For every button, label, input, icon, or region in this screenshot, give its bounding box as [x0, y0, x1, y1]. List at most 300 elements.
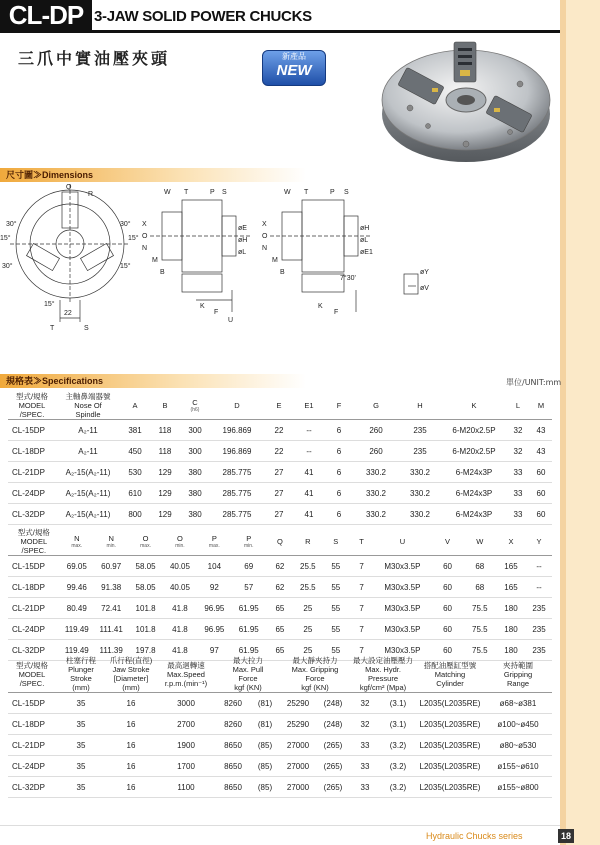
column-header — [163, 528, 197, 556]
column-header: B — [150, 392, 180, 420]
drawing-label: B — [160, 269, 165, 276]
table-cell: ø155~ø800 — [484, 777, 552, 798]
column-header: F — [324, 392, 354, 420]
table-cell: 180 — [496, 619, 526, 640]
table-cell: 610 — [120, 483, 150, 504]
column-header — [180, 392, 210, 420]
table-cell: (3.2) — [380, 735, 416, 756]
header-text: 型式/規格 — [17, 528, 50, 537]
footer-rule — [0, 825, 560, 826]
table-row — [8, 693, 552, 714]
table-cell: 60 — [431, 577, 463, 598]
drawing-label: øE — [238, 225, 247, 232]
table-cell: 530 — [120, 462, 150, 483]
column-header: T — [350, 528, 374, 556]
nose-header-cell — [56, 392, 120, 420]
table-cell: 118 — [150, 420, 180, 441]
column-header: H — [398, 392, 442, 420]
table-cell: M30x3.5P — [373, 598, 431, 619]
drawing-label: K — [200, 303, 205, 310]
drawing-label: O — [142, 233, 148, 240]
table-cell: 27000 — [280, 735, 316, 756]
table-row — [8, 504, 552, 525]
table-cell: 300 — [180, 441, 210, 462]
table-cell: 33 — [506, 462, 530, 483]
model-cell: CL-15DP — [8, 420, 56, 441]
drawing-label: øH — [238, 237, 248, 244]
spec-table-1 — [8, 392, 552, 525]
header-text: 最高迴轉速 — [167, 660, 205, 670]
side-decor-bar — [560, 0, 600, 845]
table-cell: 27 — [264, 462, 294, 483]
column-header — [94, 528, 128, 556]
model-cell: CL-18DP — [8, 714, 56, 735]
table-cell: L2035(L2035RE) — [416, 777, 484, 798]
table-cell: 27 — [264, 504, 294, 525]
table-cell: 55 — [322, 619, 350, 640]
table-cell: 119.49 — [60, 619, 94, 640]
chinese-title: 三爪中實油壓夾頭 — [18, 49, 171, 68]
table-cell: 32 — [506, 420, 530, 441]
table-cell: 22 — [264, 420, 294, 441]
table-cell: (248) — [316, 693, 350, 714]
drawing-label: X — [142, 221, 147, 228]
drawing-label: P — [330, 189, 335, 196]
table-cell: ø100~ø450 — [484, 714, 552, 735]
table-cell: 104 — [197, 556, 231, 577]
column-header: M — [530, 392, 552, 420]
table-cell: 35 — [56, 756, 106, 777]
drawing-label: F — [334, 309, 339, 316]
header-subtext: max. — [71, 543, 83, 549]
model-cell: CL-24DP — [8, 619, 60, 640]
drawing-label: 15° — [44, 301, 55, 308]
drawing-label: W — [284, 189, 291, 196]
table-cell: 55 — [322, 556, 350, 577]
table-cell: 41.8 — [163, 640, 197, 661]
drawing-label: R — [88, 191, 94, 198]
table-cell: 61.95 — [232, 619, 266, 640]
header-text: (mm) — [72, 683, 90, 692]
table-cell: M30x3.5P — [373, 577, 431, 598]
header-text: Spindle — [75, 410, 101, 419]
side-decor-stripe — [560, 0, 566, 845]
table-cell: (85) — [250, 735, 280, 756]
header-text: 夾持範圍 — [503, 660, 533, 670]
table-cell: (265) — [316, 777, 350, 798]
table-cell: 96.95 — [197, 619, 231, 640]
header-subtext: max. — [140, 543, 151, 549]
drawing-label: T — [50, 325, 55, 332]
drawing-label: N — [262, 245, 268, 252]
header-text: P — [211, 534, 217, 543]
table-cell: L2035(L2035RE) — [416, 756, 484, 777]
column-header: E — [264, 392, 294, 420]
table-cell: 129 — [150, 483, 180, 504]
header-text: N — [108, 534, 114, 543]
table-cell: 196.869 — [210, 420, 264, 441]
drawing-label: øL — [238, 249, 247, 256]
table-cell: 6 — [324, 504, 354, 525]
column-header: W — [464, 528, 496, 556]
table-cell: 60 — [431, 619, 463, 640]
drawing-label: M — [272, 257, 278, 264]
table-cell: 61.95 — [232, 598, 266, 619]
table-cell: A₂-15(A₂-11) — [56, 462, 120, 483]
table-cell: 33 — [506, 504, 530, 525]
column-header — [216, 656, 280, 693]
header-text: Nose Of — [74, 401, 102, 410]
model-cell: CL-32DP — [8, 640, 60, 661]
table-row — [8, 556, 552, 577]
header-text: [Diameter] — [113, 674, 149, 683]
table-cell: M30x3.5P — [373, 640, 431, 661]
table-cell: 57 — [232, 577, 266, 598]
header-text: r.p.m.(min⁻¹) — [164, 678, 208, 688]
table-cell: 60 — [530, 483, 552, 504]
table-cell: A₂-15(A₂-11) — [56, 483, 120, 504]
header-text: C — [192, 398, 198, 407]
model-cell: CL-24DP — [8, 756, 56, 777]
table-cell: 196.869 — [210, 441, 264, 462]
header-text: Gripping — [503, 669, 533, 679]
table-cell: (265) — [316, 735, 350, 756]
table-cell: 8650 — [216, 756, 250, 777]
column-header: D — [210, 392, 264, 420]
table-cell: L2035(L2035RE) — [416, 735, 484, 756]
table-cell: 235 — [526, 640, 552, 661]
drawing-label: W — [164, 189, 171, 196]
table-cell: 35 — [56, 777, 106, 798]
table-cell: 7 — [350, 619, 374, 640]
table-cell: 22 — [264, 441, 294, 462]
table-row — [8, 598, 552, 619]
drawing-label: øE1 — [360, 249, 373, 256]
table-row — [8, 777, 552, 798]
table-cell: 381 — [120, 420, 150, 441]
table-cell: 129 — [150, 462, 180, 483]
header-text: Range — [506, 678, 530, 688]
table-row — [8, 462, 552, 483]
page-number: 18 — [558, 829, 574, 843]
drawing-label: øV — [420, 285, 429, 292]
table-cell: A₂-15(A₂-11) — [56, 504, 120, 525]
header-subtext: min. — [175, 543, 185, 549]
table-cell: 165 — [496, 577, 526, 598]
header-text: MODEL — [18, 401, 46, 410]
table-cell: 41.8 — [163, 619, 197, 640]
table-cell: 285.775 — [210, 504, 264, 525]
table-cell: 1700 — [156, 756, 216, 777]
table-cell: 27000 — [280, 777, 316, 798]
header-text: kgf (KN) — [234, 683, 262, 692]
table-header-row — [8, 656, 552, 693]
column-header: L — [506, 392, 530, 420]
drawing-label: B — [280, 269, 285, 276]
model-cell: CL-21DP — [8, 462, 56, 483]
model-cell: CL-18DP — [8, 441, 56, 462]
table-cell: 180 — [496, 598, 526, 619]
column-header: U — [373, 528, 431, 556]
table-cell: ø68~ø381 — [484, 693, 552, 714]
table-cell: 55 — [322, 598, 350, 619]
table-cell: 60.97 — [94, 556, 128, 577]
column-header — [128, 528, 162, 556]
table-cell: 8650 — [216, 777, 250, 798]
table-cell: (81) — [250, 693, 280, 714]
column-header: R — [294, 528, 322, 556]
table-cell: 380 — [180, 504, 210, 525]
table-cell: 235 — [398, 441, 442, 462]
table-cell: 80.49 — [60, 598, 94, 619]
model-cell: CL-21DP — [8, 735, 56, 756]
column-header — [232, 528, 266, 556]
table-cell: 6-M20x2.5P — [442, 441, 506, 462]
drawing-label: øH — [360, 225, 370, 232]
header-text: P — [246, 534, 252, 543]
drawing-label: T — [304, 189, 309, 196]
header-text: 主軸鼻端器號 — [65, 392, 111, 401]
column-header: E1 — [294, 392, 324, 420]
table-cell: 60 — [431, 640, 463, 661]
specifications-header: 規格表≫Specifications — [0, 374, 306, 388]
table-cell: 101.8 — [128, 598, 162, 619]
table-cell: (85) — [250, 777, 280, 798]
table-cell: 27 — [264, 483, 294, 504]
drawing-label: T — [184, 189, 189, 196]
header-text: (mm) — [122, 683, 140, 692]
table-cell: 43 — [530, 420, 552, 441]
table-row — [8, 441, 552, 462]
model-cell: CL-18DP — [8, 577, 60, 598]
model-cell: CL-24DP — [8, 483, 56, 504]
table-cell: 60 — [431, 556, 463, 577]
column-header — [484, 656, 552, 693]
table-cell: 35 — [56, 714, 106, 735]
header-subtext: min. — [244, 543, 254, 549]
table-cell: 235 — [526, 619, 552, 640]
table-cell: M30x3.5P — [373, 556, 431, 577]
dimension-drawings — [0, 182, 560, 352]
drawing-label: F — [214, 309, 219, 316]
table-cell: 119.49 — [60, 640, 94, 661]
header-text: Jaw Stroke — [112, 665, 150, 674]
table-cell: 75.5 — [464, 640, 496, 661]
drawing-label: øY — [420, 269, 429, 276]
table-cell: 75.5 — [464, 619, 496, 640]
table-cell: 300 — [180, 420, 210, 441]
table-cell: 1100 — [156, 777, 216, 798]
table-cell: ø155~ø610 — [484, 756, 552, 777]
table-cell: 25290 — [280, 693, 316, 714]
table-cell: 41 — [294, 483, 324, 504]
table-cell: 65 — [266, 640, 294, 661]
header-text: MODEL — [18, 669, 46, 679]
table-cell: A₂-11 — [56, 441, 120, 462]
drawing-label: S — [344, 189, 349, 196]
table-cell: 260 — [354, 420, 398, 441]
table-cell: 7 — [350, 598, 374, 619]
table-row — [8, 735, 552, 756]
table-cell: (3.1) — [380, 693, 416, 714]
table-cell: 8260 — [216, 714, 250, 735]
table-cell: 101.8 — [128, 619, 162, 640]
column-header — [350, 656, 416, 693]
model-header-cell — [8, 392, 56, 420]
unit-label: 單位/UNIT:mm — [506, 378, 562, 387]
spec-table-3 — [8, 656, 552, 798]
table-cell: 97 — [197, 640, 231, 661]
header-text: Force — [305, 674, 325, 683]
table-cell: 91.38 — [94, 577, 128, 598]
header-text: 爪行程(直徑) — [109, 656, 153, 665]
table-cell: 58.05 — [128, 556, 162, 577]
table-cell: 72.41 — [94, 598, 128, 619]
table-cell: ø80~ø530 — [484, 735, 552, 756]
table-cell: 33 — [350, 777, 380, 798]
table-cell: 1900 — [156, 735, 216, 756]
header-text: Max. Pull — [232, 665, 264, 674]
table-cell: 16 — [106, 756, 156, 777]
table-cell: -- — [294, 441, 324, 462]
drawing-label: 30° — [2, 263, 13, 270]
table-row — [8, 714, 552, 735]
table-row — [8, 420, 552, 441]
dimensions-header: 尺寸圖≫Dimensions — [0, 168, 306, 182]
header-subtext: (h6) — [190, 407, 200, 413]
column-header: G — [354, 392, 398, 420]
column-header — [56, 656, 106, 693]
drawing-label: 15° — [0, 235, 11, 242]
table-cell: 6 — [324, 462, 354, 483]
drawing-label: 30° — [120, 221, 131, 228]
header-text: 最大設定油壓壓力 — [353, 656, 413, 665]
table-cell: 800 — [120, 504, 150, 525]
table-cell: 6-M24x3P — [442, 504, 506, 525]
table-cell: (265) — [316, 756, 350, 777]
table-cell: (85) — [250, 756, 280, 777]
drawing-label: Q — [66, 184, 72, 191]
table-row — [8, 483, 552, 504]
footer-series-text: Hydraulic Chucks series — [426, 831, 523, 841]
table-cell: 25.5 — [294, 556, 322, 577]
table-cell: 32 — [350, 693, 380, 714]
column-header — [416, 656, 484, 693]
model-subtitle: 3-JAW SOLID POWER CHUCKS — [94, 8, 312, 25]
table-cell: 35 — [56, 693, 106, 714]
table-cell: (3.1) — [380, 714, 416, 735]
header-text: kgf (KN) — [301, 683, 329, 692]
table-cell: -- — [526, 556, 552, 577]
table-cell: 6 — [324, 420, 354, 441]
header-text: Cylinder — [436, 678, 464, 688]
table-cell: 58.05 — [128, 577, 162, 598]
table-cell: 60 — [530, 504, 552, 525]
table-cell: 41.8 — [163, 598, 197, 619]
table-cell: 62 — [266, 577, 294, 598]
table-cell: 330.2 — [398, 462, 442, 483]
table-cell: 6 — [324, 441, 354, 462]
table-cell: 111.41 — [94, 619, 128, 640]
table-cell: 6-M24x3P — [442, 462, 506, 483]
table-row — [8, 619, 552, 640]
table-cell: (248) — [316, 714, 350, 735]
table-cell: 62 — [266, 556, 294, 577]
header-subtext: min. — [106, 543, 116, 549]
drawing-label: S — [84, 325, 89, 332]
table-cell: 75.5 — [464, 598, 496, 619]
model-cell: CL-32DP — [8, 777, 56, 798]
table-cell: 33 — [506, 483, 530, 504]
table-cell: A₂-11 — [56, 420, 120, 441]
table-cell: 8650 — [216, 735, 250, 756]
table-cell: 197.8 — [128, 640, 162, 661]
model-cell: CL-21DP — [8, 598, 60, 619]
table-cell: 330.2 — [354, 504, 398, 525]
header-text: Stroke — [70, 674, 92, 683]
header-text: Pressure — [367, 674, 398, 683]
new-product-badge — [262, 50, 326, 86]
column-header — [60, 528, 94, 556]
header-text: Force — [238, 674, 258, 683]
table-cell: 32 — [506, 441, 530, 462]
header-text: /SPEC. — [19, 410, 45, 419]
table-cell: 450 — [120, 441, 150, 462]
column-header: K — [442, 392, 506, 420]
table-cell: -- — [294, 420, 324, 441]
table-cell: 16 — [106, 777, 156, 798]
table-cell: 99.46 — [60, 577, 94, 598]
drawing-label: 7°30' — [340, 275, 356, 282]
header-text: 型式/規格 — [15, 660, 49, 670]
table-cell: 61.95 — [232, 640, 266, 661]
table-cell: 3000 — [156, 693, 216, 714]
table-cell: 8260 — [216, 693, 250, 714]
table-cell: 69.05 — [60, 556, 94, 577]
table-cell: 25290 — [280, 714, 316, 735]
drawing-label: X — [262, 221, 267, 228]
column-header — [280, 656, 350, 693]
column-header: A — [120, 392, 150, 420]
table-cell: L2035(L2035RE) — [416, 714, 484, 735]
header-text: Max.Speed — [167, 669, 205, 679]
header-text: Plunger — [68, 665, 94, 674]
header-text: 最大靜夾持力 — [292, 656, 338, 665]
table-cell: 33 — [350, 735, 380, 756]
column-header — [156, 656, 216, 693]
table-cell: 7 — [350, 577, 374, 598]
table-cell: 129 — [150, 504, 180, 525]
badge-top-text: 新產品 — [282, 52, 306, 61]
header-text: 搭配油壓缸型號 — [423, 660, 477, 670]
header-text: N — [74, 534, 80, 543]
drawing-label: M — [152, 257, 158, 264]
table-cell: 40.05 — [163, 556, 197, 577]
header-text: 柱塞行程 — [66, 656, 96, 665]
table-cell: 35 — [56, 735, 106, 756]
table-cell: 96.95 — [197, 598, 231, 619]
table-cell: 2700 — [156, 714, 216, 735]
table-cell: (3.2) — [380, 756, 416, 777]
badge-main-text: NEW — [276, 62, 312, 79]
header-text: /SPEC. — [21, 546, 47, 555]
drawing-label: 22 — [64, 310, 72, 317]
table-cell: M30x3.5P — [373, 619, 431, 640]
table-cell: 180 — [496, 640, 526, 661]
table-cell: 6 — [324, 483, 354, 504]
table-cell: 330.2 — [354, 462, 398, 483]
table-cell: 41 — [294, 462, 324, 483]
